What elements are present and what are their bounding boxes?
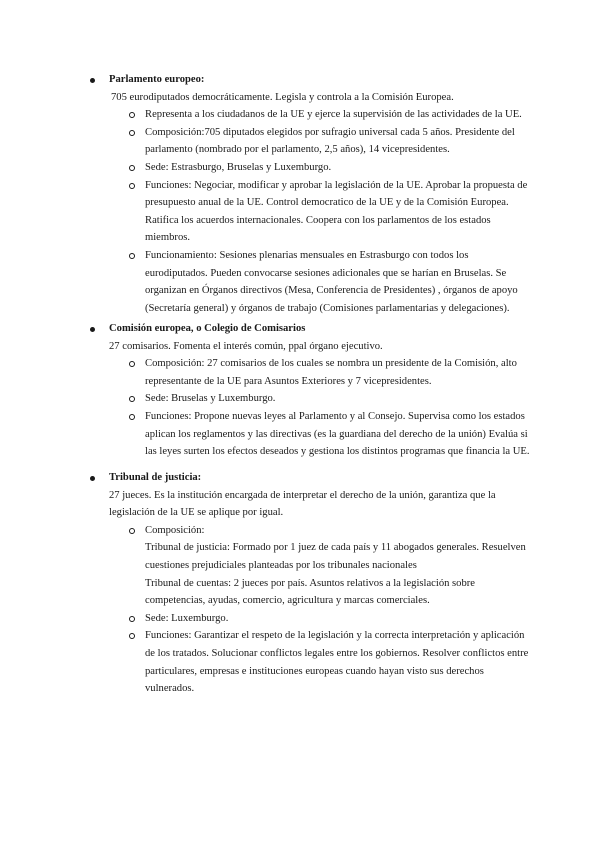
circle-bullet-icon (129, 361, 135, 367)
bullet-dot-icon (90, 327, 95, 332)
section-parlamento-europeo (90, 71, 530, 317)
list-item: Funciones: Garantizar el respeto de la legislación y la correcta interpretación y aplicación de los tratados. Solucionar conflictos legales entre los gobiernos. Resolver conflictos entre particulares, empresas e instituciones europeas cuando hayan visto sus derechos vulnerados. (145, 627, 530, 697)
section-heading (90, 71, 530, 89)
bullet-dot-icon (90, 78, 95, 83)
sub-list (90, 522, 530, 698)
list-item: Sede: Estrasburgo, Bruselas y Luxemburgo. (145, 159, 530, 177)
heading-text: Comisión europea, o Colegio de Comisarios (109, 323, 306, 334)
bullet-dot-icon (90, 476, 95, 481)
circle-bullet-icon (129, 130, 135, 136)
circle-bullet-icon (129, 112, 135, 118)
section-tribunal-de-justicia (90, 469, 530, 698)
section-intro: 27 jueces. Es la institución encargada de interpretar el derecho de la unión, garantiza que la legislación de la UE se aplique por igual. (109, 489, 496, 519)
circle-bullet-icon (129, 528, 135, 534)
list-item: Funciones: Negociar, modificar y aprobar la legislación de la UE. Aprobar la propuesta de presupuesto anual de la UE. Control democratico de la UE y de la Comisión Europea. Ratifica los acuerdos internacionales. Coopera con los parlamentos de los estados miembros. (145, 177, 530, 247)
list-item: Composición: 27 comisarios de los cuales se nombra un presidente de la Comisión, alto representante de la UE para Asuntos Exteriores y 7 vicepresidentes. (145, 355, 530, 390)
section-heading (90, 469, 530, 487)
list-item-composicion: Composición: Tribunal de justicia: Formado por 1 juez de cada país y 11 abogados generales. Resuelven cuestiones prejudiciales planteadas por los tribunales nacionales Tribunal de cuentas: 2 jueces por país. Asuntos relativos a la legislación sobre competencias, ayudas, comercio, agricultura y marcas comerciales. (145, 522, 530, 610)
circle-bullet-icon (129, 633, 135, 639)
list-item: Composición:705 diputados elegidos por sufragio universal cada 5 años. Presidente del parlamento (nombrado por el parlamento, 2,5 años), 14 vicepresidentes. (145, 124, 530, 159)
circle-bullet-icon (129, 183, 135, 189)
circle-bullet-icon (129, 414, 135, 420)
section-heading (90, 320, 530, 338)
circle-bullet-icon (129, 165, 135, 171)
list-item: Representa a los ciudadanos de la UE y ejerce la supervisión de las actividades de la UE. (145, 106, 530, 124)
heading-text: Parlamento europeo: (109, 74, 205, 85)
section-intro: 705 eurodiputados democráticamente. Legisla y controla a la Comisión Europea. (111, 91, 454, 103)
list-item: Sede: Bruselas y Luxemburgo. (145, 390, 530, 408)
sub-list (90, 106, 530, 317)
section-intro: 27 comisarios. Fomenta el interés común, ppal órgano ejecutivo. (109, 340, 383, 352)
section-comision-europea (90, 320, 530, 461)
circle-bullet-icon (129, 616, 135, 622)
list-item: Funcionamiento: Sesiones plenarias mensuales en Estrasburgo con todos los eurodiputados. Pueden convocarse sesiones adicionales que se harían en Bruselas. Se organizan en Órganos directivos (Mesa, Conferencia de Presidentes) , órganos de apoyo (Secretaría general) y órganos de trabajo (Comisiones parlamentarias y delegaciones). (145, 247, 530, 317)
heading-text: Tribunal de justicia: (109, 472, 202, 483)
circle-bullet-icon (129, 396, 135, 402)
circle-bullet-icon (129, 253, 135, 259)
list-item: Sede: Luxemburgo. (145, 610, 530, 628)
sub-list (90, 355, 530, 461)
list-item: Funciones: Propone nuevas leyes al Parlamento y al Consejo. Supervisa como los estados aplican los reglamentos y las directivas (es la guardiana del derecho de la unión) Evalúa si las leyes surten los efectos deseados y gestiona los distintos programas que financia la UE. (145, 408, 530, 461)
